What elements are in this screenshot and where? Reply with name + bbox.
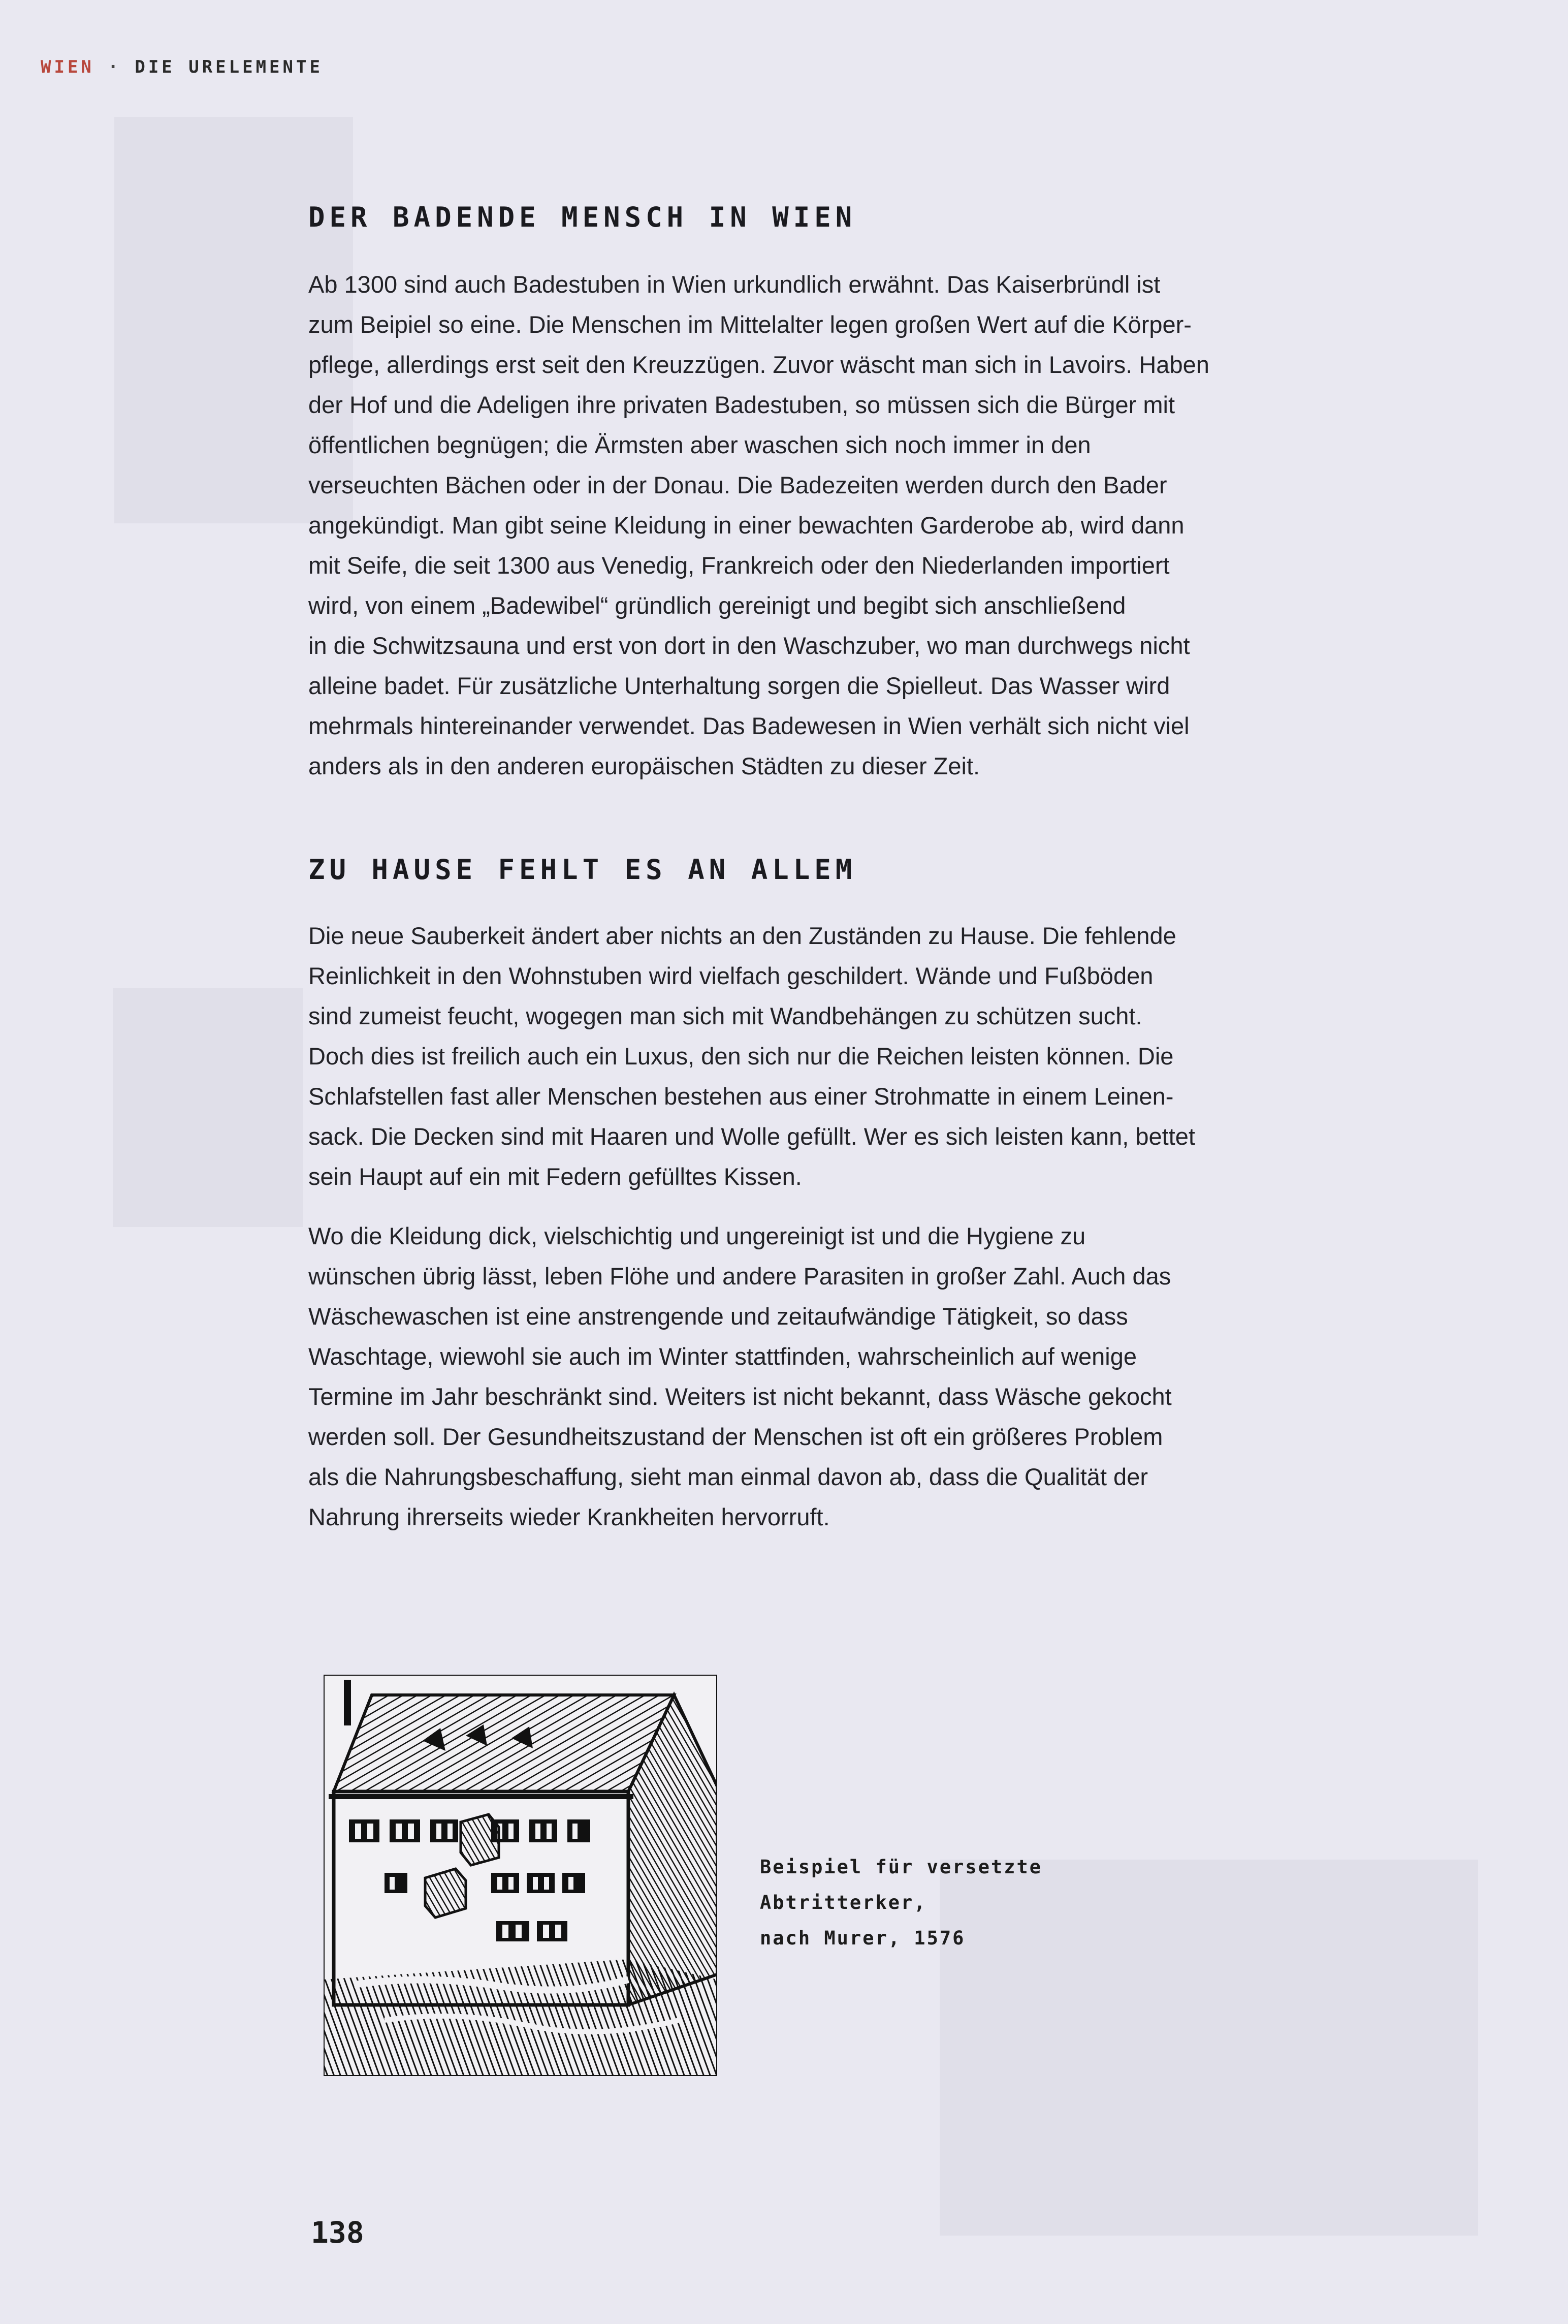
text-line: mit Seife, die seit 1300 aus Venedig, Frankreich oder den Niederlanden importiert [308,552,1170,579]
text-line: mehrmals hintereinander verwendet. Das Badewesen in Wien verhält sich nicht viel [308,712,1190,739]
running-head-chapter: DIE URELEMENTE [135,57,323,77]
show-through-image-left [113,988,303,1227]
text-line: angekündigt. Man gibt seine Kleidung in einer bewachten Garderobe ab, wird dann [308,512,1185,539]
text-line: werden soll. Der Gesundheitszustand der Menschen ist oft ein größeres Problem [308,1423,1163,1450]
section-heading-bathing: DER BADENDE MENSCH IN WIEN [308,201,857,233]
page-number: 138 [311,2215,364,2250]
text-line: zum Beipiel so eine. Die Menschen im Mittelalter legen großen Wert auf die Körper- [308,311,1192,338]
text-line: Die neue Sauberkeit ändert aber nichts an den Zuständen zu Hause. Die fehlende [308,922,1176,949]
paragraph-home-2 [308,1216,1291,1537]
paragraph-bathing [308,264,1291,786]
text-line: öffentlichen begnügen; die Ärmsten aber waschen sich noch immer in den [308,431,1091,458]
caption-line: Beispiel für versetzte [760,1856,1043,1878]
text-line: sein Haupt auf ein mit Federn gefülltes Kissen. [308,1163,802,1190]
text-line: wird, von einem „Badewibel“ gründlich gereinigt und begibt sich anschließend [308,592,1126,619]
woodcut-house-illustration [324,1675,717,2076]
text-line: Wäschewaschen ist eine anstrengende und zeitaufwändige Tätigkeit, so dass [308,1303,1128,1330]
text-line: Termine im Jahr beschränkt sind. Weiters ist nicht bekannt, dass Wäsche gekocht [308,1383,1172,1410]
text-line: verseuchten Bächen oder in der Donau. Die Badezeiten werden durch den Bader [308,472,1167,498]
running-head-section: WIEN [41,57,94,77]
paragraph-home-1 [308,916,1291,1197]
text-line: wünschen übrig lässt, leben Flöhe und andere Parasiten in großer Zahl. Auch das [308,1263,1171,1290]
caption-line: Abtritterker, [760,1892,927,1913]
text-line: als die Nahrungsbeschaffung, sieht man einmal davon ab, dass die Qualität der [308,1463,1148,1490]
text-line: Doch dies ist freilich auch ein Luxus, den sich nur die Reichen leisten können. Die [308,1043,1174,1070]
running-head-separator: · [108,57,121,77]
text-line: Reinlichkeit in den Wohnstuben wird vielfach geschildert. Wände und Fußböden [308,962,1154,989]
figure-caption [760,1849,1042,1956]
text-line: Ab 1300 sind auch Badestuben in Wien urkundlich erwähnt. Das Kaiserbründl ist [308,271,1161,298]
text-line: der Hof und die Adeligen ihre privaten Badestuben, so müssen sich die Bürger mit [308,391,1175,418]
text-line: sack. Die Decken sind mit Haaren und Wolle gefüllt. Wer es sich leisten kann, bettet [308,1123,1195,1150]
text-line: Wo die Kleidung dick, vielschichtig und ungereinigt ist und die Hygiene zu [308,1222,1086,1249]
text-line: Schlafstellen fast aller Menschen bestehen aus einer Strohmatte in einem Leinen- [308,1083,1174,1110]
section-heading-home: ZU HAUSE FEHLT ES AN ALLEM [308,854,857,886]
text-line: Waschtage, wiewohl sie auch im Winter stattfinden, wahrscheinlich auf wenige [308,1343,1137,1370]
caption-line: nach Murer, 1576 [760,1927,966,1949]
text-line: sind zumeist feucht, wogegen man sich mit Wandbehängen zu schützen sucht. [308,1002,1142,1029]
text-line: Nahrung ihrerseits wieder Krankheiten hervorruft. [308,1503,830,1530]
text-line: anders als in den anderen europäischen Städten zu dieser Zeit. [308,752,980,779]
text-line: in die Schwitzsauna und erst von dort in den Waschzuber, wo man durchwegs nicht [308,632,1190,659]
running-head [41,57,323,77]
text-line: pflege, allerdings erst seit den Kreuzzügen. Zuvor wäscht man sich in Lavoirs. Haben [308,351,1209,378]
text-line: alleine badet. Für zusätzliche Unterhaltung sorgen die Spielleut. Das Wasser wird [308,672,1170,699]
